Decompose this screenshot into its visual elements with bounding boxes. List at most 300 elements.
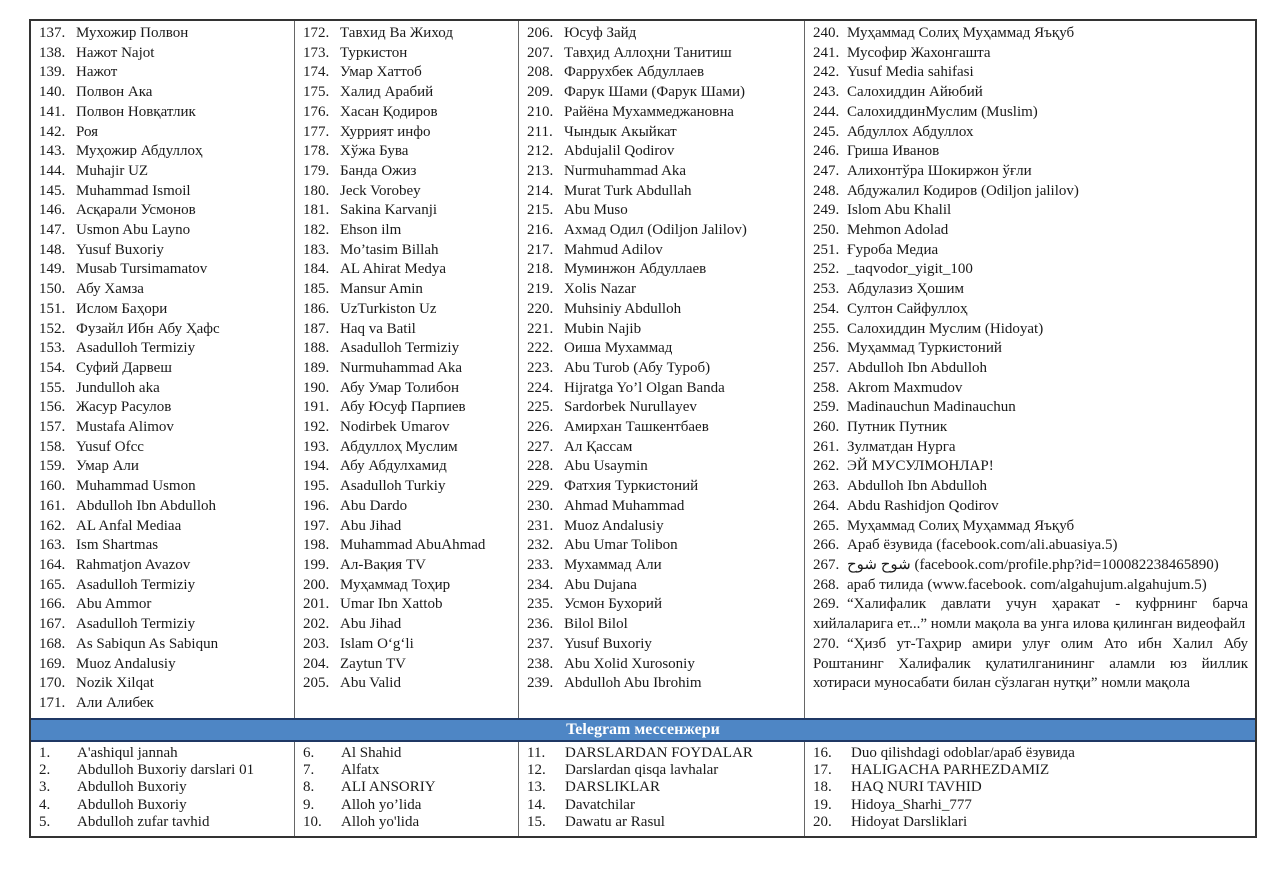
list-item xyxy=(813,438,1248,458)
item-label: Murat Turk Abdullah xyxy=(564,182,692,199)
list-item xyxy=(527,745,797,762)
item-label: Abu Jihad xyxy=(340,517,402,534)
item-number: 165. xyxy=(39,576,66,593)
item-label: Mo’tasim Billah xyxy=(340,241,439,258)
item-label: Darslardan qisqa lavhalar xyxy=(565,762,719,779)
item-number: 168. xyxy=(39,635,66,652)
item-label: Umar Ibn Xattob xyxy=(340,596,443,613)
item-label: Муминжон Абдуллаев xyxy=(564,261,707,278)
item-label: Madinauchun Madinauchun xyxy=(847,399,1016,416)
list-item xyxy=(527,63,797,83)
item-number: 190. xyxy=(303,379,330,396)
item-label: Mansur Amin xyxy=(340,281,423,298)
list-item xyxy=(303,477,511,497)
item-label: Abdulloh zufar tavhid xyxy=(77,814,210,831)
item-label: ALI ANSORIY xyxy=(341,779,436,796)
item-number: 239. xyxy=(527,675,554,692)
item-number: 256. xyxy=(813,340,840,357)
item-number: 264. xyxy=(813,497,840,514)
list-item xyxy=(39,142,287,162)
item-number: 10. xyxy=(303,814,322,831)
item-number: 172. xyxy=(303,25,330,41)
item-number: 230. xyxy=(527,497,554,514)
item-number: 246. xyxy=(813,143,840,160)
item-number: 244. xyxy=(813,103,840,120)
item-label: Yusuf Ofcc xyxy=(76,438,144,455)
item-label: Jeck Vorobey xyxy=(340,182,421,199)
list-item xyxy=(813,556,1248,576)
list-item xyxy=(527,457,797,477)
item-number: 13. xyxy=(527,779,546,796)
item-label: Нажот xyxy=(76,64,118,81)
list-item xyxy=(303,320,511,340)
item-number: 266. xyxy=(813,537,840,554)
item-label: Путник Путник xyxy=(847,419,948,436)
list-item xyxy=(39,24,287,44)
list-item xyxy=(39,339,287,359)
list-item xyxy=(39,797,287,814)
item-number: 268. xyxy=(813,576,840,593)
item-label: Муҳаммад Солиҳ Муҳаммад Яъқуб xyxy=(847,25,1075,41)
item-number: 181. xyxy=(303,202,330,219)
item-label: Жасур Расулов xyxy=(76,399,172,416)
item-number: 152. xyxy=(39,320,66,337)
list-item xyxy=(303,595,511,615)
list-item xyxy=(303,123,511,143)
item-label: Зулматдан Нурга xyxy=(847,438,956,455)
item-number: 155. xyxy=(39,379,66,396)
item-label: СалохиддинМуслим (Muslim) xyxy=(847,103,1038,120)
list-item xyxy=(813,497,1248,517)
item-number: 259. xyxy=(813,399,840,416)
item-number: 138. xyxy=(39,44,66,61)
item-number: 144. xyxy=(39,162,66,179)
item-label: Асқарали Усмонов xyxy=(76,202,196,219)
item-number: 183. xyxy=(303,241,330,258)
list-item xyxy=(39,162,287,182)
item-label: Abdulloh Buxoriy xyxy=(77,779,187,796)
list-item xyxy=(813,797,1248,814)
item-number: 158. xyxy=(39,438,66,455)
item-number: 188. xyxy=(303,340,330,357)
telegram-channels-table xyxy=(31,742,1255,836)
list-item xyxy=(303,398,511,418)
item-number: 210. xyxy=(527,103,554,120)
item-label: Hidoyat Darsliklari xyxy=(851,814,968,831)
list-item xyxy=(527,595,797,615)
item-label: Мухаммад Али xyxy=(564,556,662,573)
item-label: Hijratga Yo’l Olgan Banda xyxy=(564,379,725,396)
list-item xyxy=(527,576,797,596)
list-item xyxy=(813,745,1248,762)
list-item xyxy=(39,438,287,458)
item-number: 251. xyxy=(813,241,840,258)
item-label: DARSLARDAN FOYDALAR xyxy=(565,744,753,761)
list-item xyxy=(303,24,511,44)
item-number: 241. xyxy=(813,44,840,61)
item-label: HAQ NURI TAVHID xyxy=(851,779,982,796)
item-number: 8. xyxy=(303,779,315,796)
item-label: Abdulloh Buxoriy darslari 01 xyxy=(77,762,255,779)
item-number: 184. xyxy=(303,261,330,278)
list-item xyxy=(39,241,287,261)
item-number: 270. xyxy=(813,635,840,652)
item-label: Ал-Вақия TV xyxy=(340,556,426,573)
item-label: Роя xyxy=(76,123,99,140)
item-number: 222. xyxy=(527,340,554,357)
item-number: 211. xyxy=(527,123,553,140)
item-label: Фатхия Туркистоний xyxy=(564,478,699,495)
item-number: 1. xyxy=(39,744,51,761)
item-label: Islam O‘g‘li xyxy=(340,635,414,652)
item-label: Муҳаммад Солиҳ Муҳаммад Яъқуб xyxy=(847,517,1075,534)
list-item xyxy=(39,221,287,241)
telegram-section-title: Telegram мессенжери xyxy=(566,720,720,738)
item-label: Abdujalil Qodirov xyxy=(564,143,675,160)
item-number: 262. xyxy=(813,458,840,475)
list-item xyxy=(813,221,1248,241)
item-label: Абу Абдулхамид xyxy=(340,458,447,475)
item-number: 11. xyxy=(527,744,546,761)
item-label: Muhsiniy Abdulloh xyxy=(564,300,682,317)
item-label: Abu Muso xyxy=(564,202,628,219)
item-label: Abu Ammor xyxy=(76,596,152,613)
item-number: 176. xyxy=(303,103,330,120)
list-item xyxy=(527,477,797,497)
list-item xyxy=(303,280,511,300)
item-number: 252. xyxy=(813,261,840,278)
item-label: Muhammad Usmon xyxy=(76,478,196,495)
item-number: 180. xyxy=(303,182,330,199)
list-item xyxy=(303,83,511,103)
item-number: 237. xyxy=(527,635,554,652)
item-number: 147. xyxy=(39,222,66,239)
item-label: Алихонтўра Шокиржон ўғли xyxy=(847,162,1032,179)
list-item xyxy=(39,694,287,714)
item-label: Mehmon Adolad xyxy=(847,222,949,239)
list-column xyxy=(805,742,1255,836)
list-item xyxy=(527,241,797,261)
item-label: Abu Usaymin xyxy=(564,458,648,475)
list-item xyxy=(303,497,511,517)
list-item xyxy=(813,260,1248,280)
item-number: 234. xyxy=(527,576,554,593)
item-label: “Ҳизб ут-Таҳрир амири улуғ олим Ато ибн Халил Абу Роштанинг Халифалик қулатилганининг аламли юз йиллик хотираси муносабати билан сўзлаган нутқи” номли мақола xyxy=(813,635,1248,692)
list-item xyxy=(813,103,1248,123)
list-item xyxy=(39,536,287,556)
item-label: Фарук Шами (Фарук Шами) xyxy=(564,84,746,101)
item-label: Абу Хамза xyxy=(76,281,144,298)
item-label: Duo qilishdagi odoblar/араб ёзувида xyxy=(851,744,1075,761)
list-item xyxy=(303,615,511,635)
item-label: Ғуроба Медиа xyxy=(847,241,939,258)
item-number: 146. xyxy=(39,202,66,219)
list-item xyxy=(39,44,287,64)
item-number: 242. xyxy=(813,64,840,81)
item-label: Амирхан Ташкентбаев xyxy=(564,419,709,436)
item-label: Ahmad Muhammad xyxy=(564,497,685,514)
item-number: 203. xyxy=(303,635,330,652)
list-item xyxy=(813,162,1248,182)
item-number: 175. xyxy=(303,84,330,101)
list-item xyxy=(527,497,797,517)
list-item xyxy=(527,398,797,418)
item-label: Райёна Мухаммеджановна xyxy=(564,103,734,120)
item-label: HALIGACHA PARHEZDAMIZ xyxy=(851,762,1050,779)
list-item xyxy=(39,635,287,655)
list-item xyxy=(813,63,1248,83)
list-item xyxy=(527,201,797,221)
item-label: Гриша Иванов xyxy=(847,143,940,160)
list-item xyxy=(303,359,511,379)
list-item xyxy=(527,762,797,779)
list-item xyxy=(303,142,511,162)
item-label: Yusuf Buxoriy xyxy=(76,241,164,258)
item-number: 223. xyxy=(527,359,554,376)
item-number: 199. xyxy=(303,556,330,573)
item-number: 233. xyxy=(527,556,554,573)
item-label: Хасан Қодиров xyxy=(340,103,438,120)
item-label: Абдужалил Кодиров (Odiljon jalilov) xyxy=(847,182,1079,199)
list-item xyxy=(303,556,511,576)
item-label: Abdu Rashidjon Qodirov xyxy=(847,497,999,514)
item-label: Ислом Баҳори xyxy=(76,300,168,317)
item-label: Abu Xolid Xurosoniy xyxy=(564,655,695,672)
item-number: 220. xyxy=(527,300,554,317)
item-number: 191. xyxy=(303,399,330,416)
list-item xyxy=(39,123,287,143)
list-item xyxy=(39,320,287,340)
list-item xyxy=(527,103,797,123)
item-label: Akrom Maxmudov xyxy=(847,379,963,396)
item-label: Абу Юсуф Парпиев xyxy=(340,399,466,416)
item-label: Muhammad Ismoil xyxy=(76,182,191,199)
list-item xyxy=(303,201,511,221)
item-number: 5. xyxy=(39,814,51,831)
item-label: _taqvodor_yigit_100 xyxy=(847,261,973,278)
item-label: Nodirbek Umarov xyxy=(340,419,450,436)
item-number: 207. xyxy=(527,44,554,61)
list-item xyxy=(813,83,1248,103)
list-item xyxy=(303,797,511,814)
item-label: A'ashiqul jannah xyxy=(77,744,178,761)
item-label: Muhajir UZ xyxy=(76,162,149,179)
list-item xyxy=(303,576,511,596)
item-label: Салохиддин Айюбий xyxy=(847,84,983,101)
item-number: 141. xyxy=(39,103,66,120)
item-number: 248. xyxy=(813,182,840,199)
item-label: Abdulloh Ibn Abdulloh xyxy=(76,497,217,514)
item-label: Абдуллох Абдуллох xyxy=(847,123,974,140)
item-number: 186. xyxy=(303,300,330,317)
list-item xyxy=(813,762,1248,779)
list-item xyxy=(39,655,287,675)
item-number: 254. xyxy=(813,300,840,317)
list-item xyxy=(813,123,1248,143)
list-item xyxy=(527,339,797,359)
list-item xyxy=(813,595,1248,634)
list-item xyxy=(527,438,797,458)
item-number: 245. xyxy=(813,123,840,140)
item-number: 232. xyxy=(527,537,554,554)
list-item xyxy=(39,201,287,221)
item-number: 162. xyxy=(39,517,66,534)
item-number: 167. xyxy=(39,616,66,633)
item-label: Xolis Nazar xyxy=(564,281,637,298)
item-label: Abu Umar Tolibon xyxy=(564,537,678,554)
item-label: Муҳожир Абдуллоҳ xyxy=(76,143,203,160)
list-item xyxy=(303,260,511,280)
item-number: 20. xyxy=(813,814,832,831)
item-label: Asadulloh Termiziy xyxy=(76,576,196,593)
item-number: 226. xyxy=(527,419,554,436)
item-label: Al Shahid xyxy=(341,744,402,761)
item-label: Оиша Мухаммад xyxy=(564,340,673,357)
item-number: 18. xyxy=(813,779,832,796)
item-number: 7. xyxy=(303,762,315,779)
list-item xyxy=(39,457,287,477)
item-label: Nozik Xilqat xyxy=(76,675,154,692)
list-item xyxy=(303,182,511,202)
list-item xyxy=(303,635,511,655)
item-number: 149. xyxy=(39,261,66,278)
item-number: 174. xyxy=(303,64,330,81)
item-label: Фузайл Ибн Абу Ҳафс xyxy=(76,320,220,337)
item-label: Haq va Batil xyxy=(340,320,416,337)
item-label: Хўжа Бува xyxy=(340,143,409,160)
item-label: Mustafa Alimov xyxy=(76,419,174,436)
item-label: DARSLIKLAR xyxy=(565,779,661,796)
item-number: 173. xyxy=(303,44,330,61)
item-label: UzTurkiston Uz xyxy=(340,300,437,317)
list-item xyxy=(39,779,287,796)
item-number: 240. xyxy=(813,25,840,41)
list-item xyxy=(527,44,797,64)
item-number: 164. xyxy=(39,556,66,573)
item-label: Ism Shartmas xyxy=(76,537,159,554)
item-number: 195. xyxy=(303,478,330,495)
item-number: 185. xyxy=(303,281,330,298)
list-item xyxy=(813,418,1248,438)
list-column xyxy=(519,742,805,836)
item-label: Ehson ilm xyxy=(340,222,402,239)
item-label: Султон Сайфуллоҳ xyxy=(847,300,968,317)
list-item xyxy=(813,457,1248,477)
list-item xyxy=(527,162,797,182)
list-item xyxy=(527,142,797,162)
item-number: 260. xyxy=(813,419,840,436)
item-label: Абу Умар Толибон xyxy=(340,379,459,396)
item-label: Muoz Andalusiy xyxy=(76,655,176,672)
item-label: Mubin Najib xyxy=(564,320,642,337)
item-number: 177. xyxy=(303,123,330,140)
item-number: 219. xyxy=(527,281,554,298)
item-number: 194. xyxy=(303,458,330,475)
list-item xyxy=(39,556,287,576)
item-number: 9. xyxy=(303,796,315,813)
item-label: Abu Jihad xyxy=(340,616,402,633)
item-label: Умар Али xyxy=(76,458,139,475)
list-item xyxy=(39,595,287,615)
item-label: Rahmatjon Avazov xyxy=(76,556,191,573)
list-item xyxy=(813,241,1248,261)
list-column xyxy=(805,21,1255,718)
list-item xyxy=(813,814,1248,831)
item-number: 192. xyxy=(303,419,330,436)
item-label: Мухожир Полвон xyxy=(76,25,189,41)
item-number: 213. xyxy=(527,162,554,179)
list-item xyxy=(303,814,511,831)
item-number: 229. xyxy=(527,478,554,495)
item-number: 236. xyxy=(527,616,554,633)
item-number: 2. xyxy=(39,762,51,779)
item-label: Sardorbek Nurullayev xyxy=(564,399,697,416)
item-number: 161. xyxy=(39,497,66,514)
facebook-accounts-table xyxy=(31,21,1255,718)
item-label: Чындык Акыйкат xyxy=(564,123,677,140)
item-number: 145. xyxy=(39,182,66,199)
item-number: 142. xyxy=(39,123,66,140)
list-item xyxy=(527,123,797,143)
list-item xyxy=(39,477,287,497)
item-label: ЭЙ МУСУЛМОНЛАР! xyxy=(847,458,994,475)
list-item xyxy=(527,182,797,202)
item-number: 201. xyxy=(303,596,330,613)
list-item xyxy=(527,418,797,438)
item-number: 12. xyxy=(527,762,546,779)
item-number: 17. xyxy=(813,762,832,779)
item-label: Asadulloh Termiziy xyxy=(76,340,196,357)
item-label: Тавҳид Аллоҳни Танитиш xyxy=(564,44,732,61)
list-item xyxy=(813,142,1248,162)
item-number: 224. xyxy=(527,379,554,396)
list-column xyxy=(295,21,519,718)
item-number: 154. xyxy=(39,359,66,376)
item-number: 265. xyxy=(813,517,840,534)
list-item xyxy=(39,674,287,694)
item-label: Салохиддин Муслим (Hidoyat) xyxy=(847,320,1044,337)
list-item xyxy=(527,221,797,241)
list-item xyxy=(39,497,287,517)
channels-document xyxy=(29,19,1257,838)
item-number: 212. xyxy=(527,143,554,160)
list-item xyxy=(303,779,511,796)
list-item xyxy=(813,477,1248,497)
item-number: 187. xyxy=(303,320,330,337)
list-item xyxy=(303,103,511,123)
item-label: Hidoya_Sharhi_777 xyxy=(851,796,972,813)
item-label: Хуррият инфо xyxy=(340,123,431,140)
item-label: Alfatx xyxy=(341,762,380,779)
item-label: Муҳаммад Тоҳир xyxy=(340,576,451,593)
list-column xyxy=(31,742,295,836)
item-number: 218. xyxy=(527,261,554,278)
list-item xyxy=(813,576,1248,596)
list-item xyxy=(303,438,511,458)
item-number: 6. xyxy=(303,744,315,761)
item-number: 200. xyxy=(303,576,330,593)
item-label: араб тилида (www.facebook. com/algahujum.algahujum.5) xyxy=(847,576,1207,593)
item-label: Юсуф Зайд xyxy=(564,25,637,41)
item-number: 217. xyxy=(527,241,554,258)
item-number: 179. xyxy=(303,162,330,179)
list-item xyxy=(39,762,287,779)
item-number: 16. xyxy=(813,744,832,761)
item-number: 151. xyxy=(39,300,66,317)
item-label: Mahmud Adilov xyxy=(564,241,663,258)
item-label: Abu Turob (Абу Туроб) xyxy=(564,359,711,376)
list-column xyxy=(31,21,295,718)
